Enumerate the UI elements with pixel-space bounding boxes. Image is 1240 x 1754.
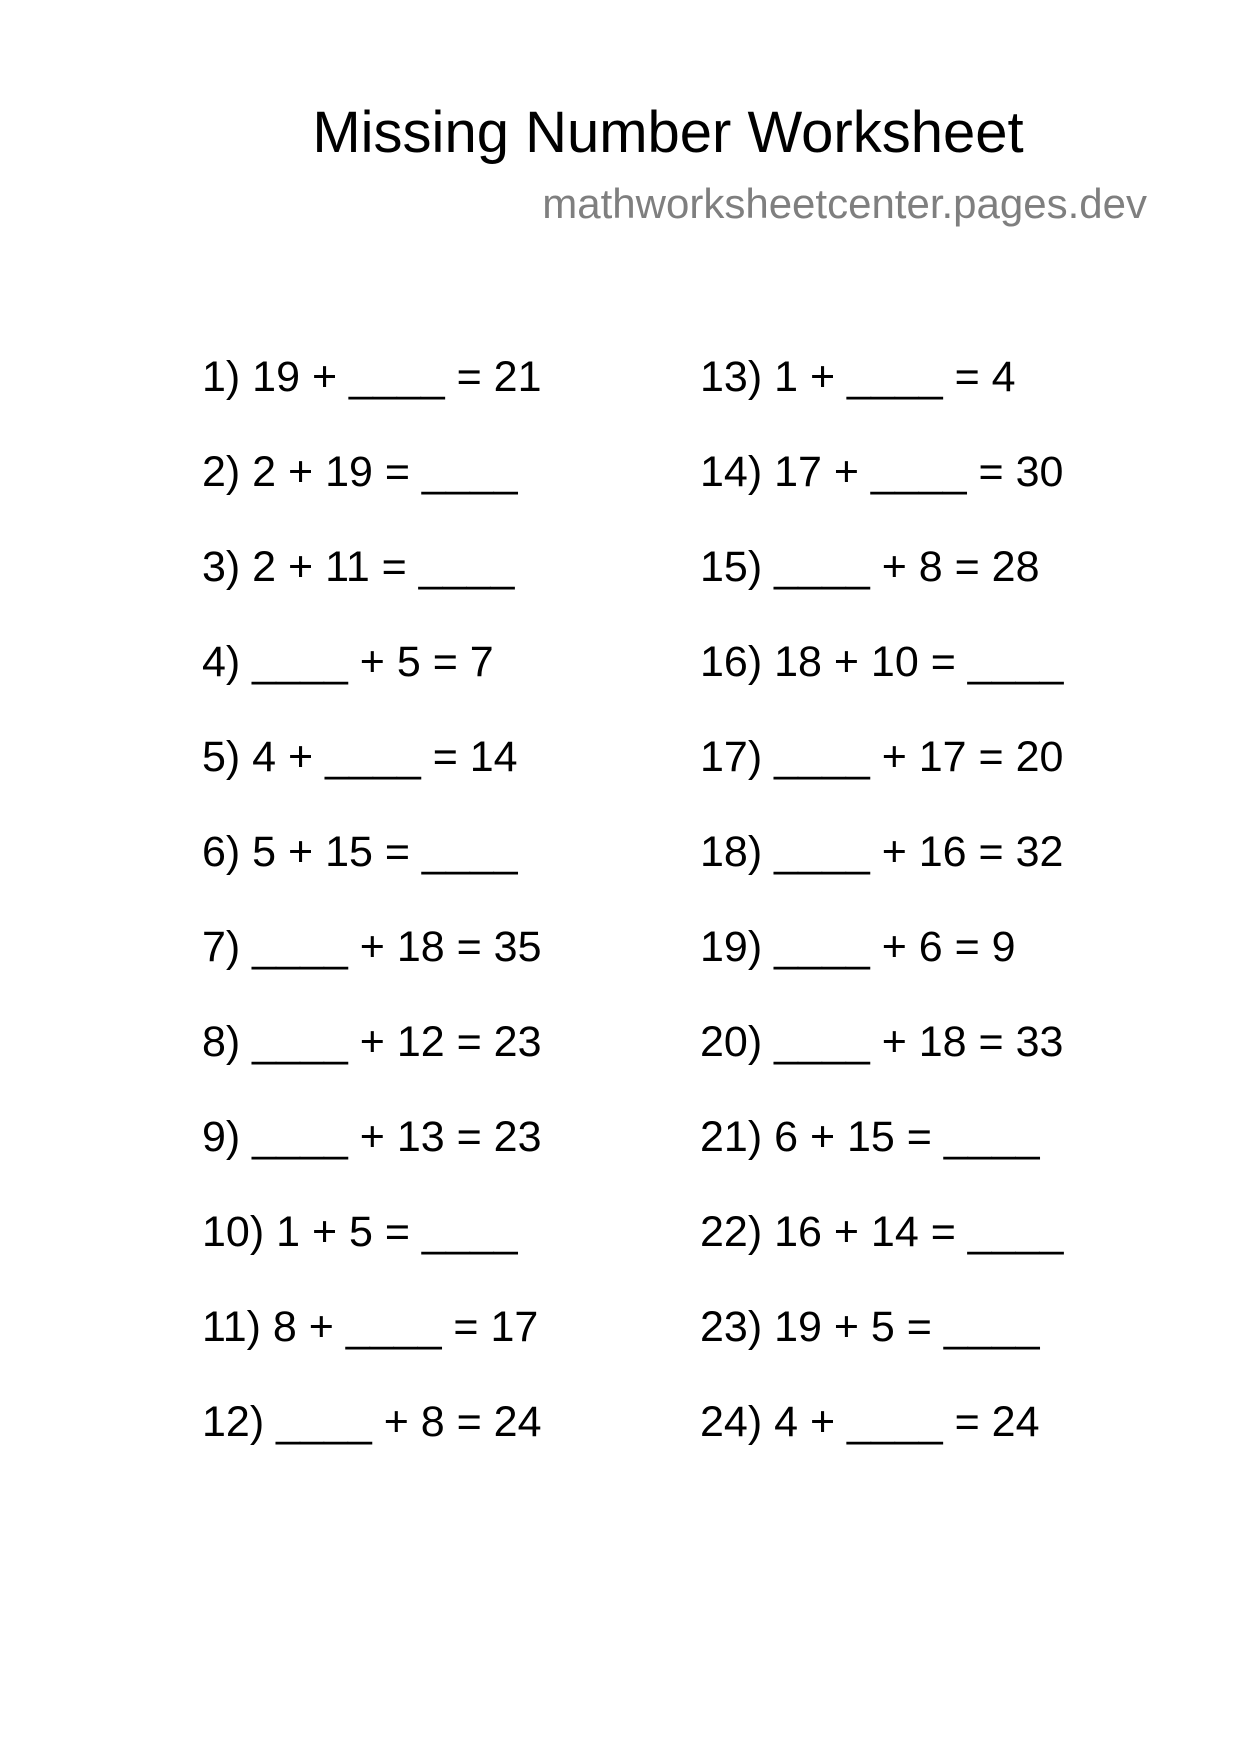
problem-item: 12) ____ + 8 = 24 [202, 1398, 542, 1446]
problems-right-column [700, 352, 1063, 1492]
problem-item: 11) 8 + ____ = 17 [202, 1303, 539, 1351]
problem-item: 4) ____ + 5 = 7 [202, 638, 494, 686]
problem-item: 3) 2 + 11 = ____ [202, 543, 515, 591]
problem-item: 2) 2 + 19 = ____ [202, 448, 518, 496]
page-title: Missing Number Worksheet [312, 100, 1024, 165]
problem-item: 9) ____ + 13 = 23 [202, 1113, 542, 1161]
problem-item: 10) 1 + 5 = ____ [202, 1208, 518, 1256]
problem-item: 14) 17 + ____ = 30 [700, 448, 1064, 496]
problem-item: 18) ____ + 16 = 32 [700, 828, 1064, 876]
problem-item: 6) 5 + 15 = ____ [202, 828, 518, 876]
site-url: mathworksheetcenter.pages.dev [542, 180, 1147, 227]
problem-item: 23) 19 + 5 = ____ [700, 1303, 1040, 1351]
problem-item: 20) ____ + 18 = 33 [700, 1018, 1064, 1066]
problem-item: 1) 19 + ____ = 21 [202, 353, 542, 401]
problem-item: 5) 4 + ____ = 14 [202, 733, 518, 781]
problem-item: 8) ____ + 12 = 23 [202, 1018, 542, 1066]
problem-item: 21) 6 + 15 = ____ [700, 1113, 1040, 1161]
problem-item: 19) ____ + 6 = 9 [700, 923, 1016, 971]
problem-item: 16) 18 + 10 = ____ [700, 638, 1064, 686]
problem-item: 24) 4 + ____ = 24 [700, 1398, 1040, 1446]
problem-item: 22) 16 + 14 = ____ [700, 1208, 1064, 1256]
problem-item: 15) ____ + 8 = 28 [700, 543, 1040, 591]
problem-item: 7) ____ + 18 = 35 [202, 923, 542, 971]
problems-left-column [202, 352, 542, 1492]
problem-item: 17) ____ + 17 = 20 [700, 733, 1064, 781]
problem-item: 13) 1 + ____ = 4 [700, 353, 1016, 401]
